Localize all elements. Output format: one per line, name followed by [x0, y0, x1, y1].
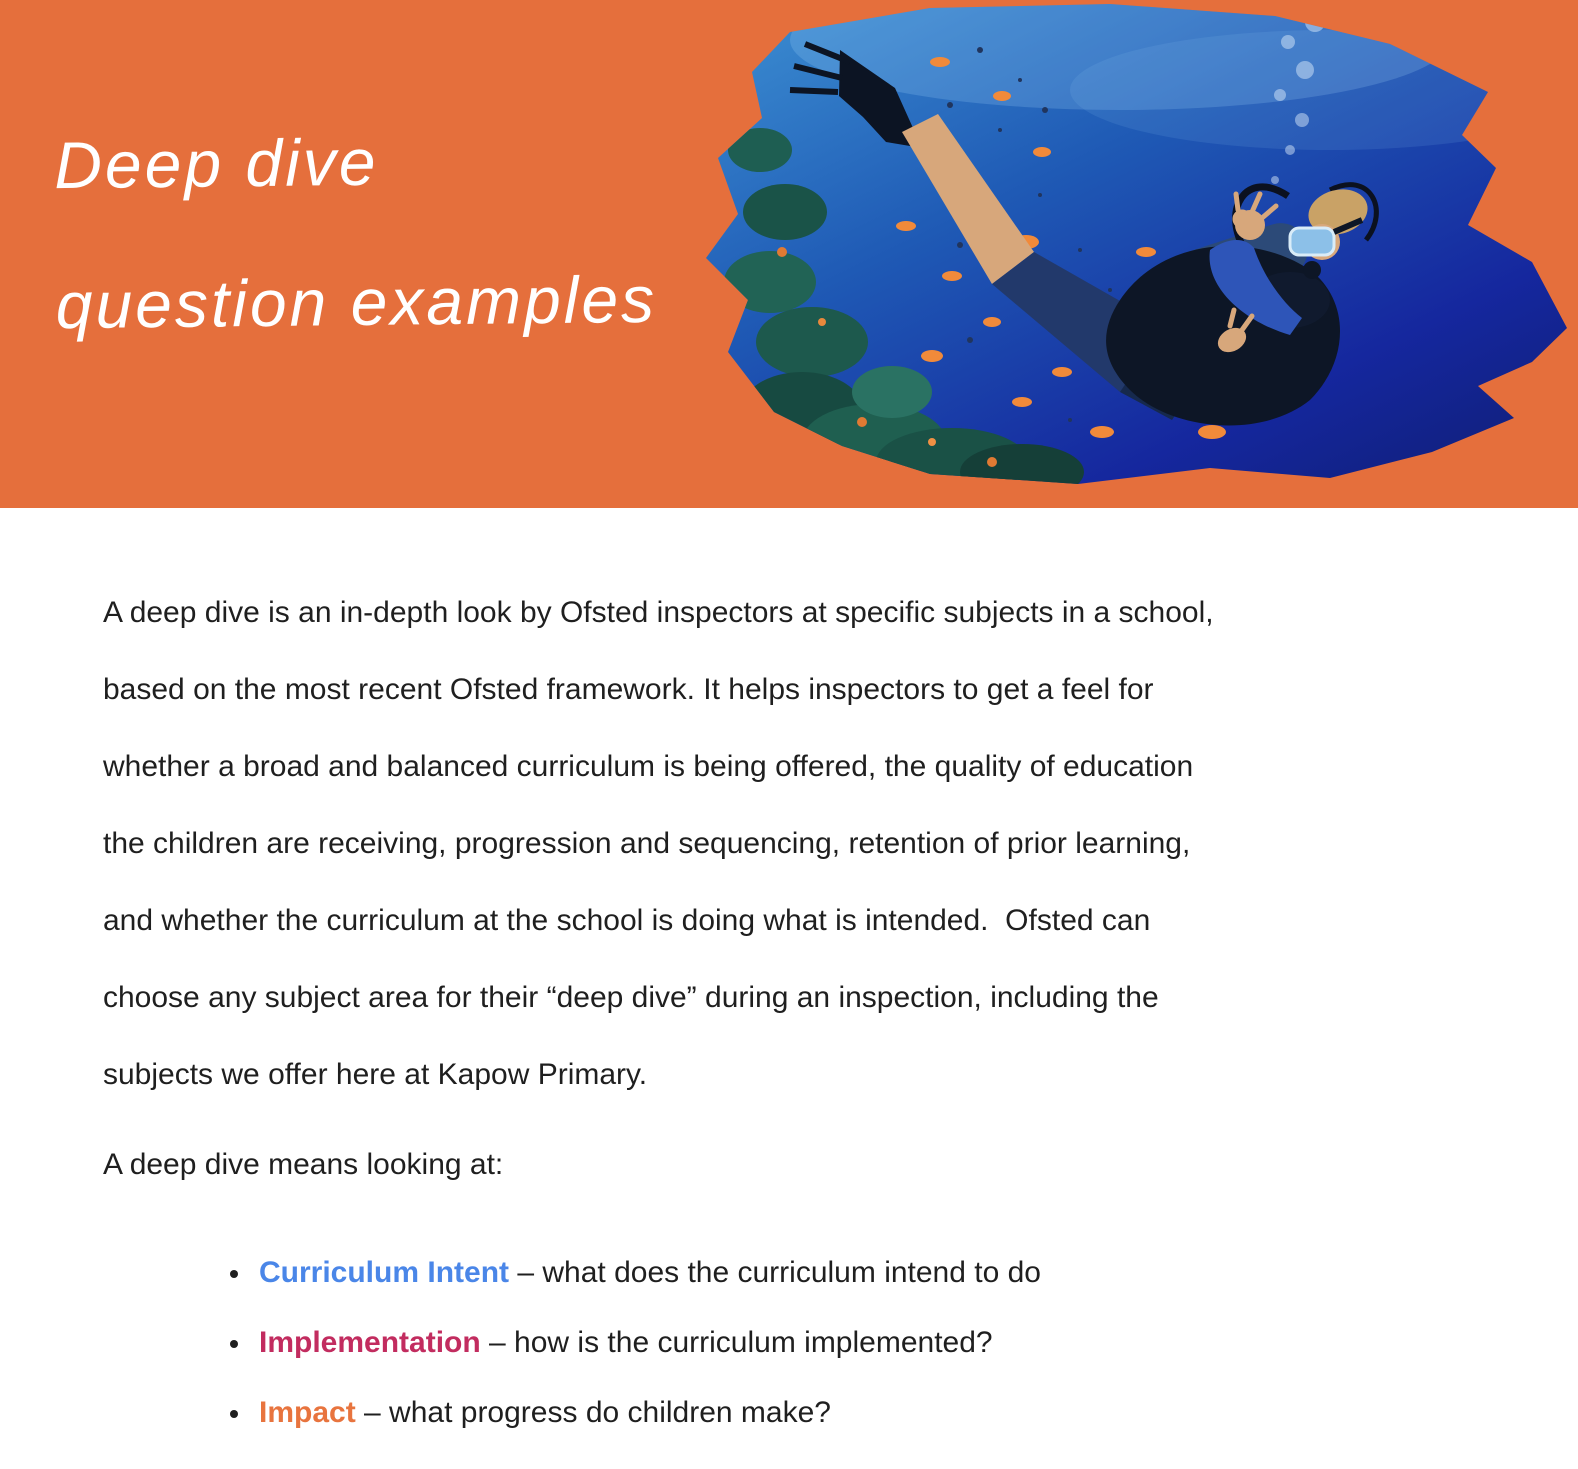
bullet-impact [253, 1378, 1478, 1448]
paragraph-line: based on the most recent Ofsted framework. It helps inspectors to get a feel for [103, 673, 1154, 706]
page-header [0, 0, 1578, 508]
page-title [54, 89, 658, 375]
bullet-desc: – what progress do children make? [355, 1396, 831, 1429]
intro-paragraph [103, 574, 1478, 1113]
bullet-curriculum-intent [253, 1238, 1478, 1308]
paragraph-line: and whether the curriculum at the school is doing what is intended. Ofsted can [103, 904, 1151, 937]
bullet-desc: – how is the curriculum implemented? [480, 1326, 993, 1359]
bullet-term: Implementation [259, 1326, 481, 1359]
scuba-diver-illustration [690, 0, 1578, 508]
bullet-desc: – what does the curriculum intend to do [509, 1256, 1041, 1289]
page-content [0, 508, 1578, 1448]
paragraph-line: the children are receiving, progression and sequencing, retention of prior learning, [103, 827, 1191, 860]
bullet-implementation [253, 1308, 1478, 1378]
bullet-term: Curriculum Intent [259, 1256, 510, 1289]
page-title-line1: Deep dive [53, 124, 379, 203]
page-title-line2: question examples [55, 261, 658, 343]
bullet-term: Impact [259, 1396, 356, 1429]
deep-dive-bullet-list [103, 1238, 1478, 1448]
paragraph-line: subjects we offer here at Kapow Primary. [103, 1058, 648, 1091]
header-photo [690, 0, 1578, 508]
paragraph-line: whether a broad and balanced curriculum is being offered, the quality of education [103, 750, 1194, 783]
paragraph-line: choose any subject area for their “deep dive” during an inspection, including the [103, 981, 1159, 1014]
paragraph-line: A deep dive is an in-depth look by Ofsted inspectors at specific subjects in a school, [103, 596, 1214, 629]
deep-dive-subheading: A deep dive means looking at: [103, 1148, 504, 1181]
